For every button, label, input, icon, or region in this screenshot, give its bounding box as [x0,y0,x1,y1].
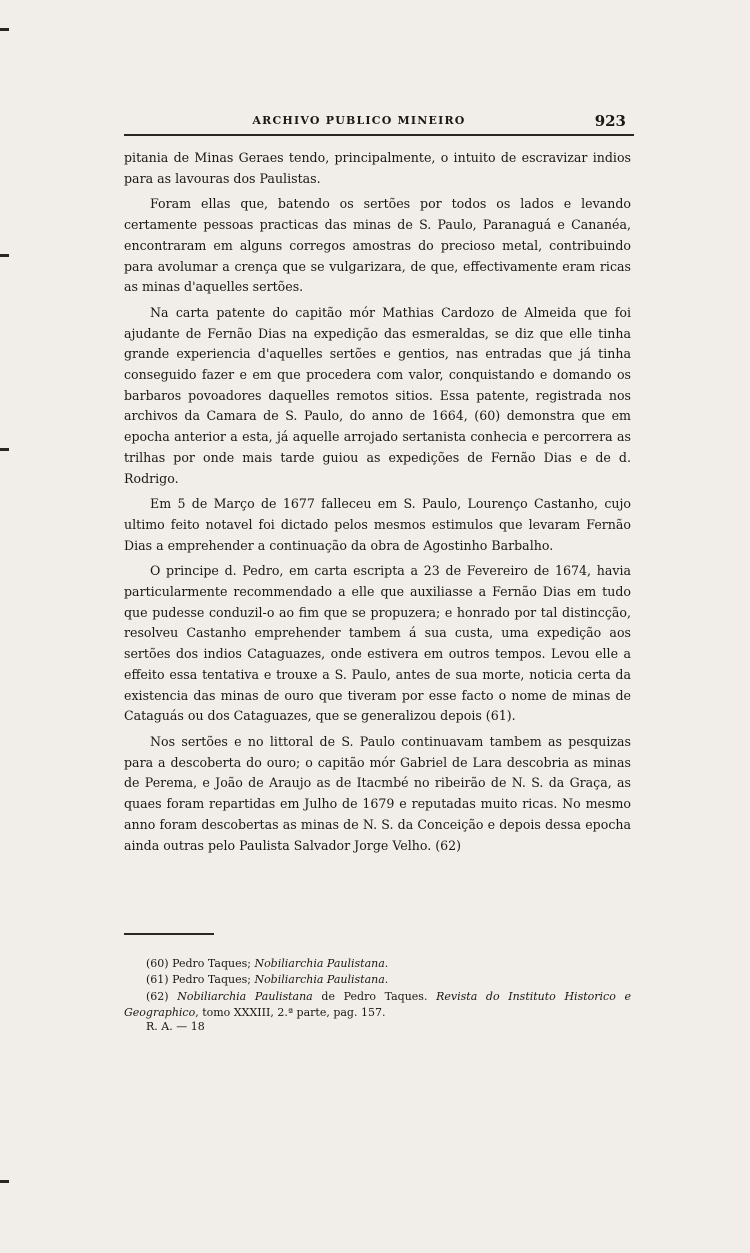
edge-mark [0,448,9,451]
paragraph: O principe d. Pedro, em carta escripta a 23 de Fevereiro de 1674, havia particularmente recommendado a elle que auxiliasse a Fernão Dias em tudo que pudesse conduzil-o ao fim que se propuzera; e honrado por tal distincção, resolveu Castanho emprehender tambem á sua custa, uma expedição aos sertões dos indios Cataguazes, onde estivera em outros tempos. Levou elle a effeito essa tentativa e trouxe a S. Paulo, antes de sua morte, noticia certa da existencia das minas de ouro que tiveram por esse facto o nome de minas de Cataguás ou dos Cataguazes, que se generalizou depois (61). [124,563,631,724]
edge-mark [0,28,9,31]
paragraph: Na carta patente do capitão mór Mathias Cardozo de Almeida que foi ajudante de Fernão Dias na expedição das esmeraldas, se diz que elle tinha grande experiencia d'aquelles sertões e gentios, nas entradas que já tinha conseguido fazer e em que procedera com valor, conquistando e domando os barbaros povoadores daquelles remotos sitios. Essa patente, registrada nos archivos da Camara de S. Paulo, do anno de 1664, (60) demonstra que em epocha anterior a esta, já aquelle arrojado sertanista conhecia e percorrera as trilhas por onde mais tarde guiou as expedições de Fernão Dias e de d. Rodrigo. [124,304,631,486]
edge-mark [0,1180,9,1183]
paragraph: pitania de Minas Geraes tendo, principalmente, o intuito de escravizar indios para as lavouras dos Paulistas. [124,150,631,186]
footnote: (60) Pedro Taques; Nobiliarchia Paulistana. [146,957,389,970]
paragraph: Em 5 de Março de 1677 falleceu em S. Paulo, Lourenço Castanho, cujo ultimo feito notavel foi dictado pelos mesmos estimulos que levaram Fernão Dias a emprehender a continuação da obra de Agostinho Barbalho. [124,496,631,553]
footnote-rule [124,933,214,935]
body-text [124,148,631,861]
running-head [124,112,634,132]
footnote: (61) Pedro Taques; Nobiliarchia Paulistana. [146,973,389,987]
paragraph: Foram ellas que, batendo os sertões por todos os lados e levando certamente pessoas practicas das minas de S. Paulo, Paranaguá e Cananéa, encontraram em alguns corregos amostras do precioso metal, contribuindo para avolumar a crença que se vulgarizara, de que, effectivamente eram ricas as minas d'aquelles sertões. [124,196,631,295]
paragraph: Nos sertões e no littoral de S. Paulo continuavam tambem as pesquizas para a descoberta do ouro; o capitão mór Gabriel de Lara descobria as minas de Perema, e João de Araujo as de Itacmbé no ribeirão de N. S. da Graça, as quaes foram repartidas em Julho de 1679 e reputadas muito ricas. No mesmo anno foram descobertas as minas de N. S. da Conceição e depois dessa epocha ainda outras pelo Paulista Salvador Jorge Velho. (62) [124,733,631,853]
footnote: (62) Nobiliarchia Paulistana de Pedro Taques. Revista do Instituto Historico e Geographico, tomo XXXIII, 2.ª parte, pag. 157. [124,989,631,1020]
edge-mark [0,254,9,257]
running-head-title: ARCHIVO PUBLICO MINEIRO [252,114,466,127]
footnotes [124,956,631,1022]
header-rule [124,134,634,136]
page-number: 923 [594,112,626,130]
signature-mark: R. A. — 18 [146,1020,205,1033]
